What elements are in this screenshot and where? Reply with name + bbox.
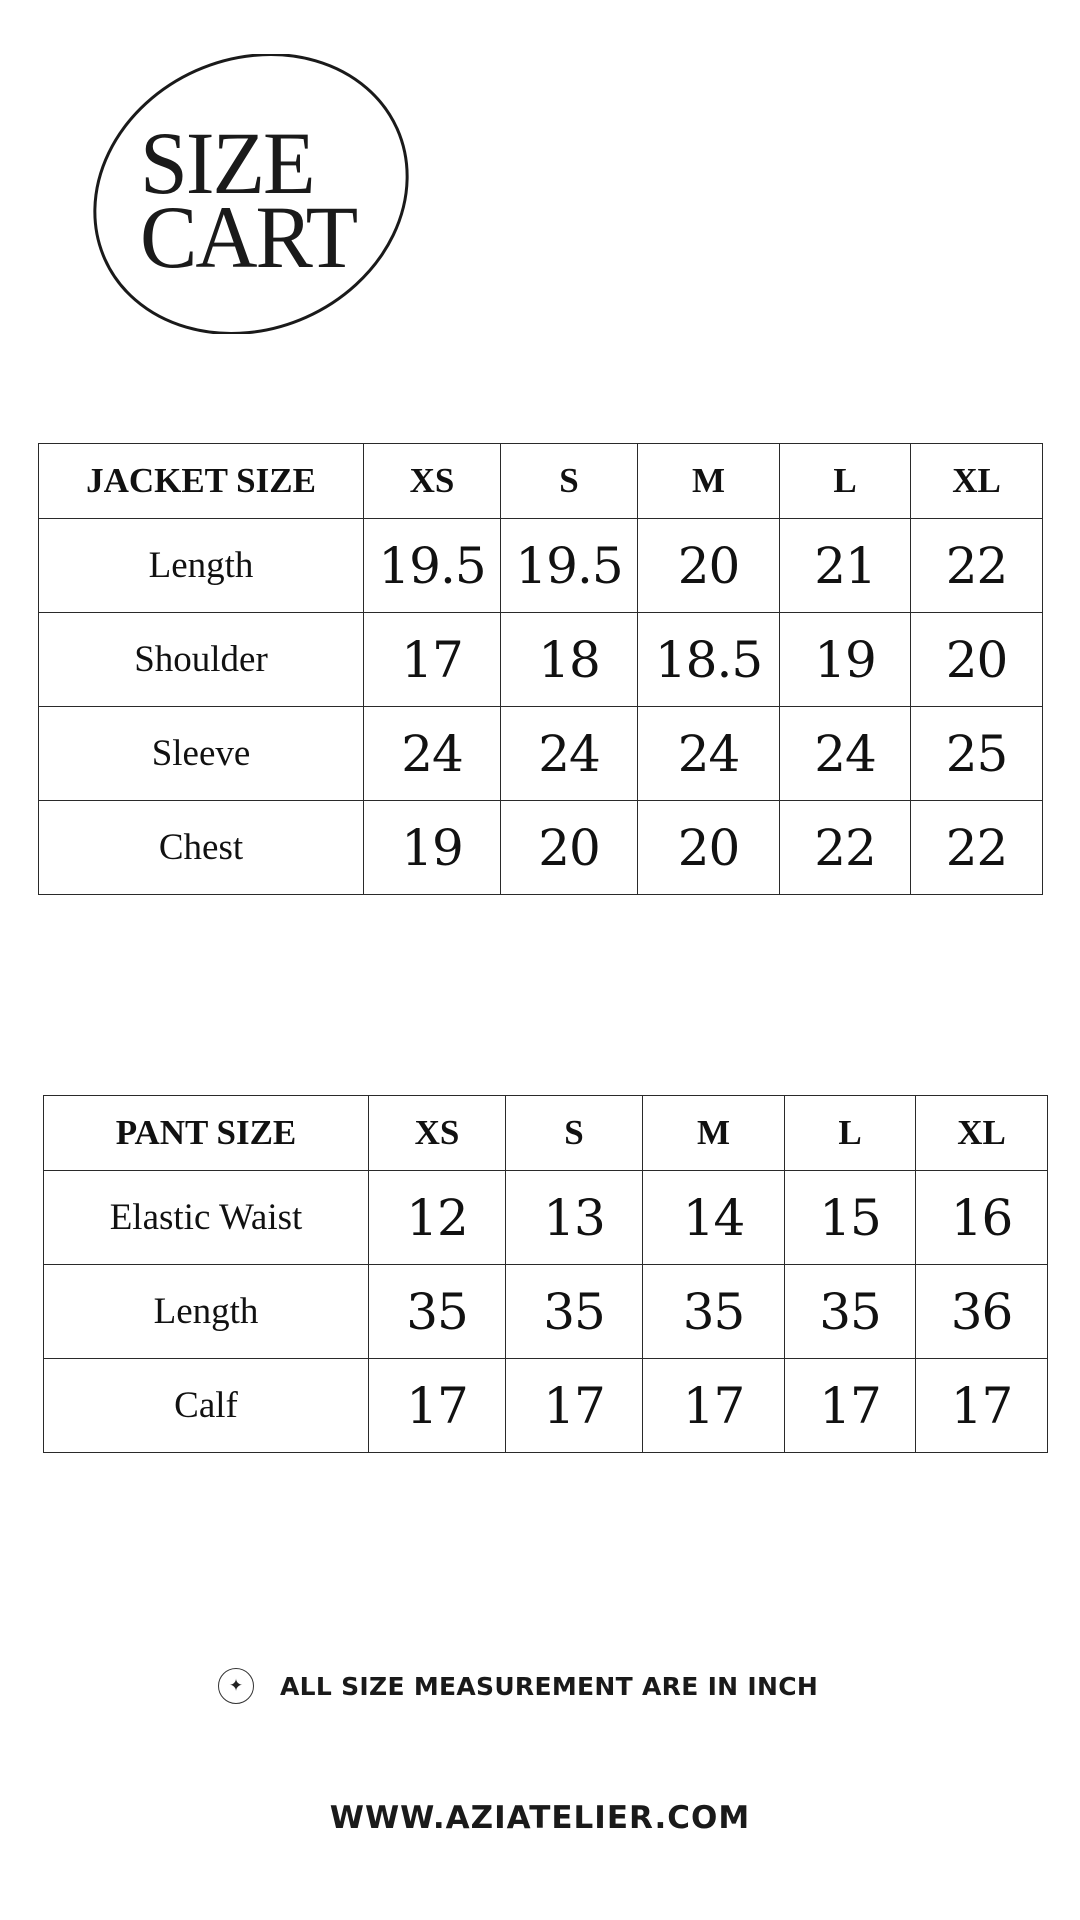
table-header-row xyxy=(44,1096,1048,1171)
header-size-s: S xyxy=(501,444,638,519)
jacket-size-table xyxy=(38,443,1043,895)
header-title: JACKET SIZE xyxy=(39,444,364,519)
cell-value: 20 xyxy=(638,519,780,613)
cell-value: 17 xyxy=(364,613,501,707)
sparkle-icon: ✦ xyxy=(218,1668,254,1704)
table-row xyxy=(39,613,1043,707)
row-label: Shoulder xyxy=(39,613,364,707)
header-size-s: S xyxy=(506,1096,643,1171)
cell-value: 17 xyxy=(369,1359,506,1453)
table-row xyxy=(44,1171,1048,1265)
measurement-note-text: ALL SIZE MEASUREMENT ARE IN INCH xyxy=(280,1671,819,1701)
row-label: Length xyxy=(44,1265,369,1359)
cell-value: 25 xyxy=(911,707,1043,801)
measurement-note xyxy=(218,1666,818,1706)
cell-value: 17 xyxy=(916,1359,1048,1453)
cell-value: 17 xyxy=(785,1359,916,1453)
header-size-xs: XS xyxy=(369,1096,506,1171)
header-size-m: M xyxy=(643,1096,785,1171)
cell-value: 15 xyxy=(785,1171,916,1265)
cell-value: 12 xyxy=(369,1171,506,1265)
header-size-l: L xyxy=(785,1096,916,1171)
cell-value: 35 xyxy=(369,1265,506,1359)
table-row xyxy=(44,1359,1048,1453)
cell-value: 35 xyxy=(643,1265,785,1359)
cell-value: 24 xyxy=(364,707,501,801)
cell-value: 35 xyxy=(785,1265,916,1359)
table-row xyxy=(39,801,1043,895)
header-size-xl: XL xyxy=(911,444,1043,519)
cell-value: 24 xyxy=(638,707,780,801)
header-size-l: L xyxy=(780,444,911,519)
cell-value: 20 xyxy=(911,613,1043,707)
header-size-m: M xyxy=(638,444,780,519)
cell-value: 24 xyxy=(501,707,638,801)
cell-value: 19 xyxy=(780,613,911,707)
cell-value: 17 xyxy=(643,1359,785,1453)
pant-size-table xyxy=(43,1095,1048,1453)
table-header-row xyxy=(39,444,1043,519)
cell-value: 18 xyxy=(501,613,638,707)
cell-value: 22 xyxy=(911,801,1043,895)
cell-value: 36 xyxy=(916,1265,1048,1359)
row-label: Chest xyxy=(39,801,364,895)
cell-value: 19.5 xyxy=(364,519,501,613)
cell-value: 35 xyxy=(506,1265,643,1359)
row-label: Length xyxy=(39,519,364,613)
logo-line-2: CART xyxy=(140,186,357,287)
cell-value: 20 xyxy=(638,801,780,895)
cell-value: 22 xyxy=(780,801,911,895)
cell-value: 22 xyxy=(911,519,1043,613)
cell-value: 19 xyxy=(364,801,501,895)
cell-value: 13 xyxy=(506,1171,643,1265)
cell-value: 19.5 xyxy=(501,519,638,613)
table-row xyxy=(39,519,1043,613)
cell-value: 18.5 xyxy=(638,613,780,707)
cell-value: 17 xyxy=(506,1359,643,1453)
row-label: Elastic Waist xyxy=(44,1171,369,1265)
cell-value: 24 xyxy=(780,707,911,801)
cell-value: 16 xyxy=(916,1171,1048,1265)
size-chart-logo xyxy=(86,54,416,334)
cell-value: 20 xyxy=(501,801,638,895)
header-size-xs: XS xyxy=(364,444,501,519)
row-label: Calf xyxy=(44,1359,369,1453)
table-row xyxy=(39,707,1043,801)
cell-value: 21 xyxy=(780,519,911,613)
logo-line-1: SIZE xyxy=(140,112,314,213)
website-url: WWW.AZIATELIER.COM xyxy=(329,1800,751,1836)
cell-value: 14 xyxy=(643,1171,785,1265)
header-title: PANT SIZE xyxy=(44,1096,369,1171)
table-row xyxy=(44,1265,1048,1359)
header-size-xl: XL xyxy=(916,1096,1048,1171)
row-label: Sleeve xyxy=(39,707,364,801)
